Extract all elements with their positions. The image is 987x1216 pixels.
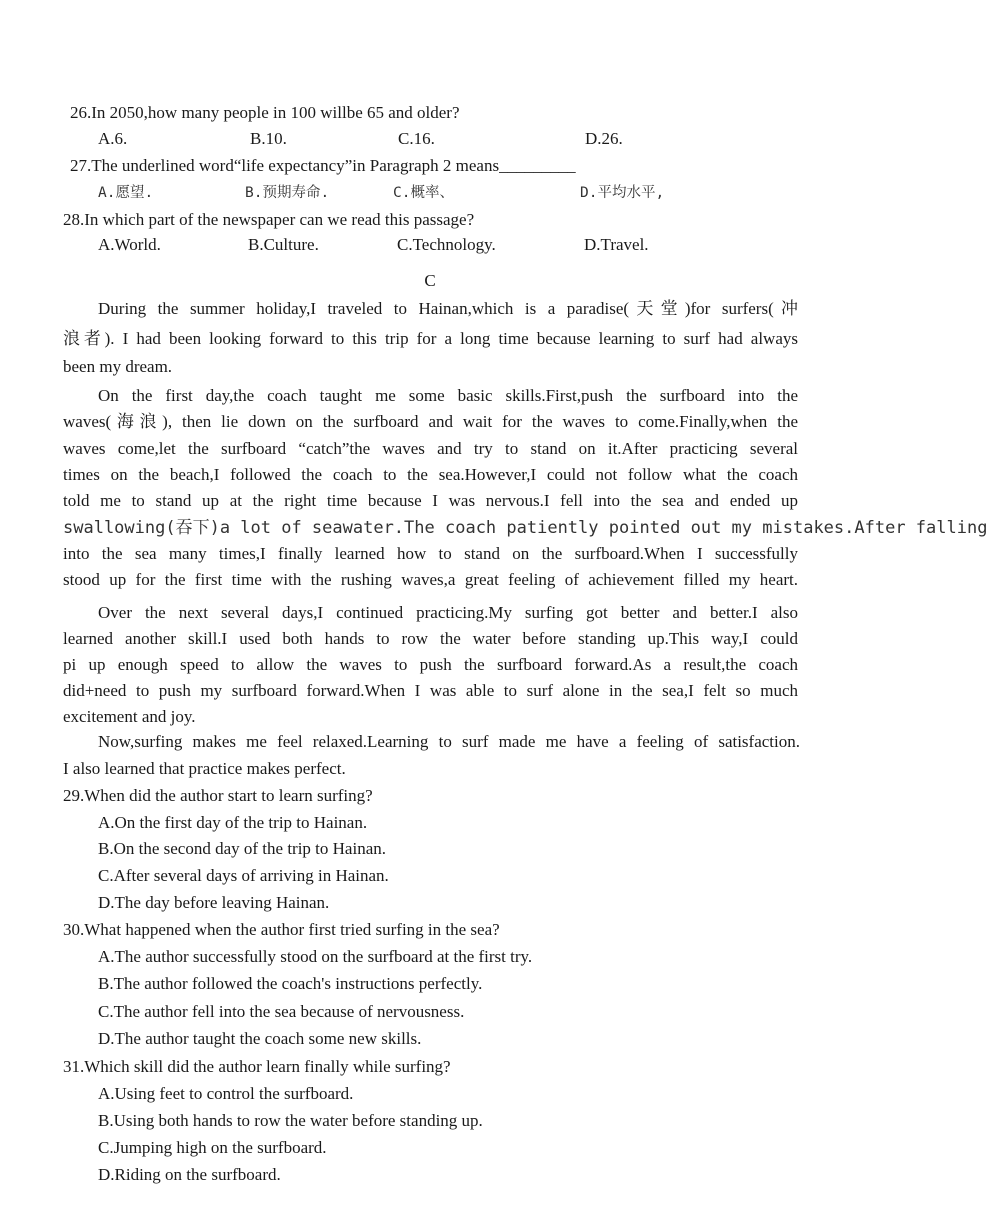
passage-p1-line-3: been my dream.	[63, 357, 173, 376]
question-28-option-b: B.Culture.	[248, 235, 319, 254]
question-28-stem: 28.In which part of the newspaper can we read this passage?	[63, 210, 475, 229]
passage-p2-line-1: On the first day,the coach taught me some basic skills.First,push the surfboard into the	[98, 386, 798, 405]
question-26-option-b: B.10.	[250, 129, 287, 148]
question-29-option-a: A.On the first day of the trip to Hainan.	[98, 813, 368, 832]
passage-p2-line-6: swallowing(吞下)a lot of seawater.The coach patiently pointed out my mistakes.After falling	[63, 518, 987, 538]
passage-p3-line-3: pi up enough speed to allow the waves to push the surfboard forward.As a result,the coach	[63, 655, 798, 674]
passage-p2-line-2: waves(海浪), then lie down on the surfboard and wait for the waves to come.Finally,when the	[63, 412, 798, 431]
question-28-option-a: A.World.	[98, 235, 161, 254]
question-29-option-c: C.After several days of arriving in Hainan.	[98, 866, 389, 885]
passage-p3-line-1: Over the next several days,I continued practicing.My surfing got better and better.I also	[98, 603, 798, 622]
question-30-option-a: A.The author successfully stood on the surfboard at the first try.	[98, 947, 533, 966]
question-30-stem: 30.What happened when the author first tried surfing in the sea?	[63, 920, 500, 939]
passage-p3-line-5: excitement and joy.	[63, 707, 196, 726]
question-26-stem: 26.In 2050,how many people in 100 willbe 65 and older?	[70, 103, 460, 122]
passage-p3-line-2: learned another skill.I used both hands to row the water before standing up.This way,I could	[63, 629, 798, 648]
passage-p4-line-2: I also learned that practice makes perfect.	[63, 759, 346, 778]
question-26-option-a: A.6.	[98, 129, 128, 148]
question-31-option-b: B.Using both hands to row the water before standing up.	[98, 1111, 483, 1130]
question-28-option-d: D.Travel.	[584, 235, 649, 254]
passage-p2-line-5: told me to stand up at the right time because I was nervous.I fell into the sea and ended up	[63, 491, 798, 510]
question-30-option-d: D.The author taught the coach some new skills.	[98, 1029, 422, 1048]
question-27-option-a: A.愿望.	[98, 185, 154, 201]
question-27-option-c: C.概率、	[393, 185, 454, 201]
question-31-option-c: C.Jumping high on the surfboard.	[98, 1138, 327, 1157]
question-30-option-c: C.The author fell into the sea because of nervousness.	[98, 1002, 465, 1021]
question-31-option-d: D.Riding on the surfboard.	[98, 1165, 281, 1184]
passage-p3-line-4: did+need to push my surfboard forward.When I was able to surf alone in the sea,I felt so much	[63, 681, 798, 700]
passage-p2-line-7: into the sea many times,I finally learned how to stand on the surfboard.When I successfully	[63, 544, 798, 563]
question-26-option-d: D.26.	[585, 129, 623, 148]
passage-p4-line-1: Now,surfing makes me feel relaxed.Learning to surf made me have a feeling of satisfaction.	[98, 732, 800, 751]
question-27-option-d: D.平均水平,	[580, 185, 665, 201]
question-30-option-b: B.The author followed the coach's instructions perfectly.	[98, 974, 483, 993]
question-27-option-b: B.预期寿命.	[245, 185, 330, 201]
question-26-option-c: C.16.	[398, 129, 435, 148]
question-31-stem: 31.Which skill did the author learn finally while surfing?	[63, 1057, 451, 1076]
question-29-option-d: D.The day before leaving Hainan.	[98, 893, 330, 912]
passage-p2-line-8: stood up for the first time with the rushing waves,a great feeling of achievement filled my heart.	[63, 570, 798, 589]
question-29-option-b: B.On the second day of the trip to Hainan.	[98, 839, 386, 858]
question-31-option-a: A.Using feet to control the surfboard.	[98, 1084, 354, 1103]
question-29-stem: 29.When did the author start to learn surfing?	[63, 786, 373, 805]
passage-p1-line-1: During the summer holiday,I traveled to Hainan,which is a paradise(天堂)for surfers(冲	[98, 299, 798, 318]
passage-p1-line-2: 浪者). I had been looking forward to this trip for a long time because learning to surf had always	[63, 329, 798, 348]
section-label: C	[424, 271, 436, 290]
passage-p2-line-3: waves come,let the surfboard “catch”the waves and try to stand on it.After practicing several	[63, 439, 798, 458]
question-28-option-c: C.Technology.	[397, 235, 496, 254]
passage-p2-line-4: times on the beach,I followed the coach to the sea.However,I could not follow what the coach	[63, 465, 798, 484]
question-27-stem: 27.The underlined word“life expectancy”in Paragraph 2 means_________	[70, 156, 576, 175]
